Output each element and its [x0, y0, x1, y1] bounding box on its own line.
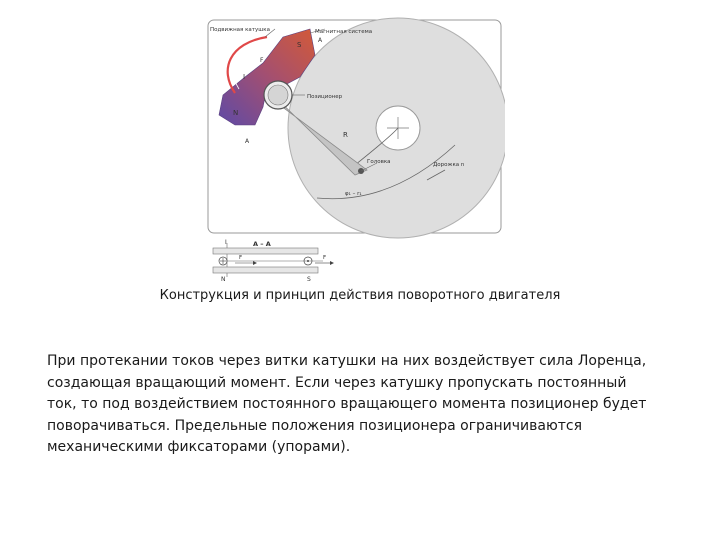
section-a-a — [213, 239, 334, 283]
label-magnet-system: Магнитная система — [315, 29, 373, 35]
paragraph-line: При протекании токов через витки катушки на них воздействует сила Лоренца, — [47, 353, 647, 369]
figure-caption: Конструкция и принцип действия поворотного двигателя — [159, 288, 561, 303]
label-current: I — [243, 73, 246, 81]
label-pole-n: N — [233, 109, 239, 117]
paragraph-line: поворачиваться. Предельные положения позиционера ограничиваются — [47, 417, 583, 434]
section-label-i: I — [225, 239, 227, 246]
paragraph-line: создающая вращающий момент. Если через катушку пропускать постоянный — [47, 374, 627, 391]
paragraph-line: механическими фиксаторами (упорами). — [47, 439, 351, 455]
paragraph-line: ток, то под воздействием постоянного вращающего момента позиционер будет — [47, 396, 647, 412]
actuator-diagram — [205, 15, 505, 285]
body-paragraph — [47, 351, 687, 459]
section-label-f-left: F — [239, 255, 243, 261]
label-head: Головка — [367, 159, 391, 165]
label-section-a-top: A — [318, 37, 323, 44]
label-force: F — [260, 57, 264, 64]
section-label-f-right: F — [323, 255, 327, 261]
rotary-actuator-figure — [205, 15, 505, 285]
label-coil: Подвижная катушка — [210, 27, 270, 33]
section-magnet-bottom — [213, 267, 318, 273]
label-radius: R — [343, 131, 348, 139]
label-section-a-bottom: A — [245, 138, 250, 145]
section-label-n: N — [221, 276, 226, 283]
section-label-s: S — [307, 276, 311, 283]
label-angle: φ₁ – r₁ — [345, 191, 362, 197]
label-pivot: Позиционер — [307, 94, 343, 100]
section-magnet-top — [213, 248, 318, 254]
label-pole-s: S — [297, 41, 302, 49]
section-title: A – A — [253, 240, 271, 248]
label-track: Дорожка n — [433, 162, 465, 168]
